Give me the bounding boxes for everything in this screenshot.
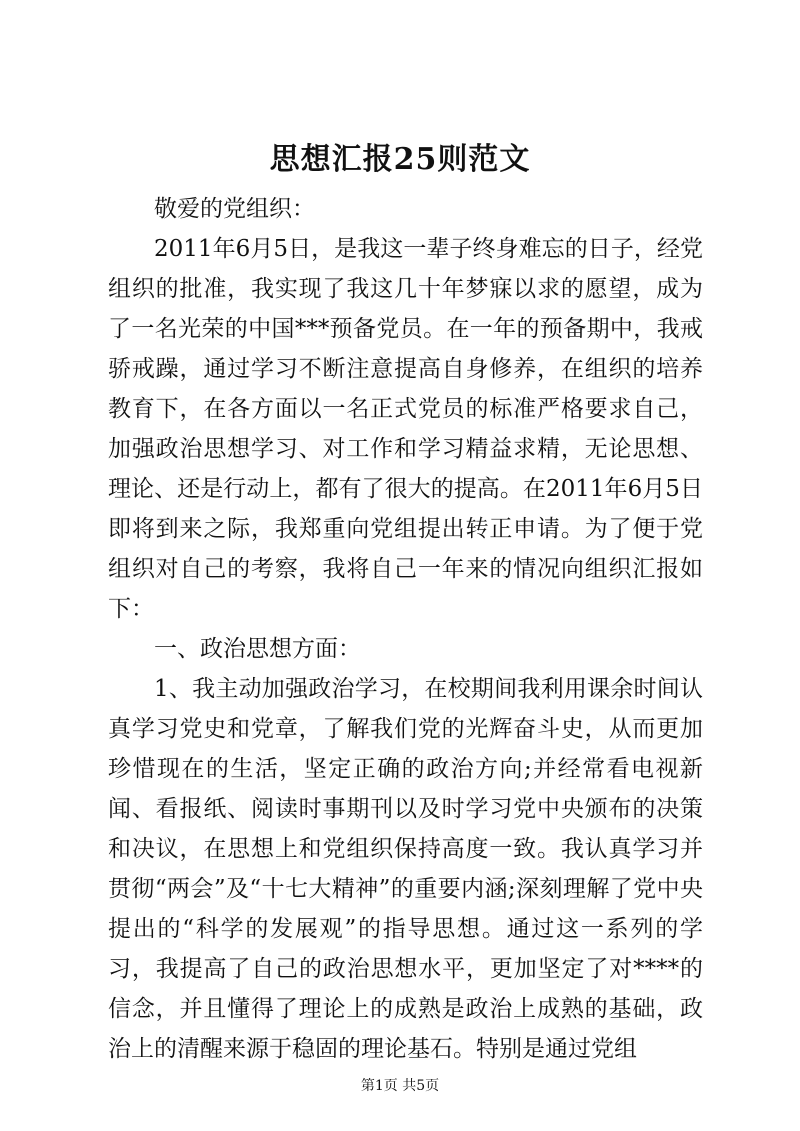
document-body bbox=[108, 189, 703, 1069]
document-title: 思想汇报25则范文 bbox=[269, 142, 531, 177]
paragraph-political-study: 1、我主动加强政治学习，在校期间我利用课余时间认真学习党史和党章，了解我们党的光辉奋斗史，从而更加珍惜现在的生活，坚定正确的政治方向;并经常看电视新闻、看报纸、阅读时事期刊以及时学习党中央颁布的决策和决议，在思想上和党组织保持高度一致。我认真学习并贯彻“两会”及“十七大精神”的重要内涵;深刻理解了党中央提出的“科学的发展观”的指导思想。通过这一系列的学习，我提高了自己的政治思想水平，更加坚定了对****的信念，并且懂得了理论上的成熟是政治上成熟的基础，政治上的清醒来源于稳固的理论基石。特别是通过党组 bbox=[108, 676, 703, 1062]
page-footer: 第1页 共5页 bbox=[360, 1078, 440, 1094]
section-heading-political: 一、政治思想方面： bbox=[154, 636, 361, 662]
paragraph-intro: 2011年6月5日，是我这一辈子终身难忘的日子，经党组织的批准，我实现了我这几十年梦寐以求的愿望，成为了一名光荣的中国***预备党员。在一年的预备期中，我戒骄戒躁，通过学习不断注意提高自身修养，在组织的培养教育下，在各方面以一名正式党员的标准严格要求自己，加强政治思想学习、对工作和学习精益求精，无论思想、理论、还是行动上，都有了很大的提高。在2011年6月5日即将到来之际，我郑重向党组提出转正申请。为了便于党组织对自己的考察，我将自己一年来的情况向组织汇报如下： bbox=[108, 236, 703, 622]
salutation: 敬爱的党组织： bbox=[154, 196, 315, 222]
